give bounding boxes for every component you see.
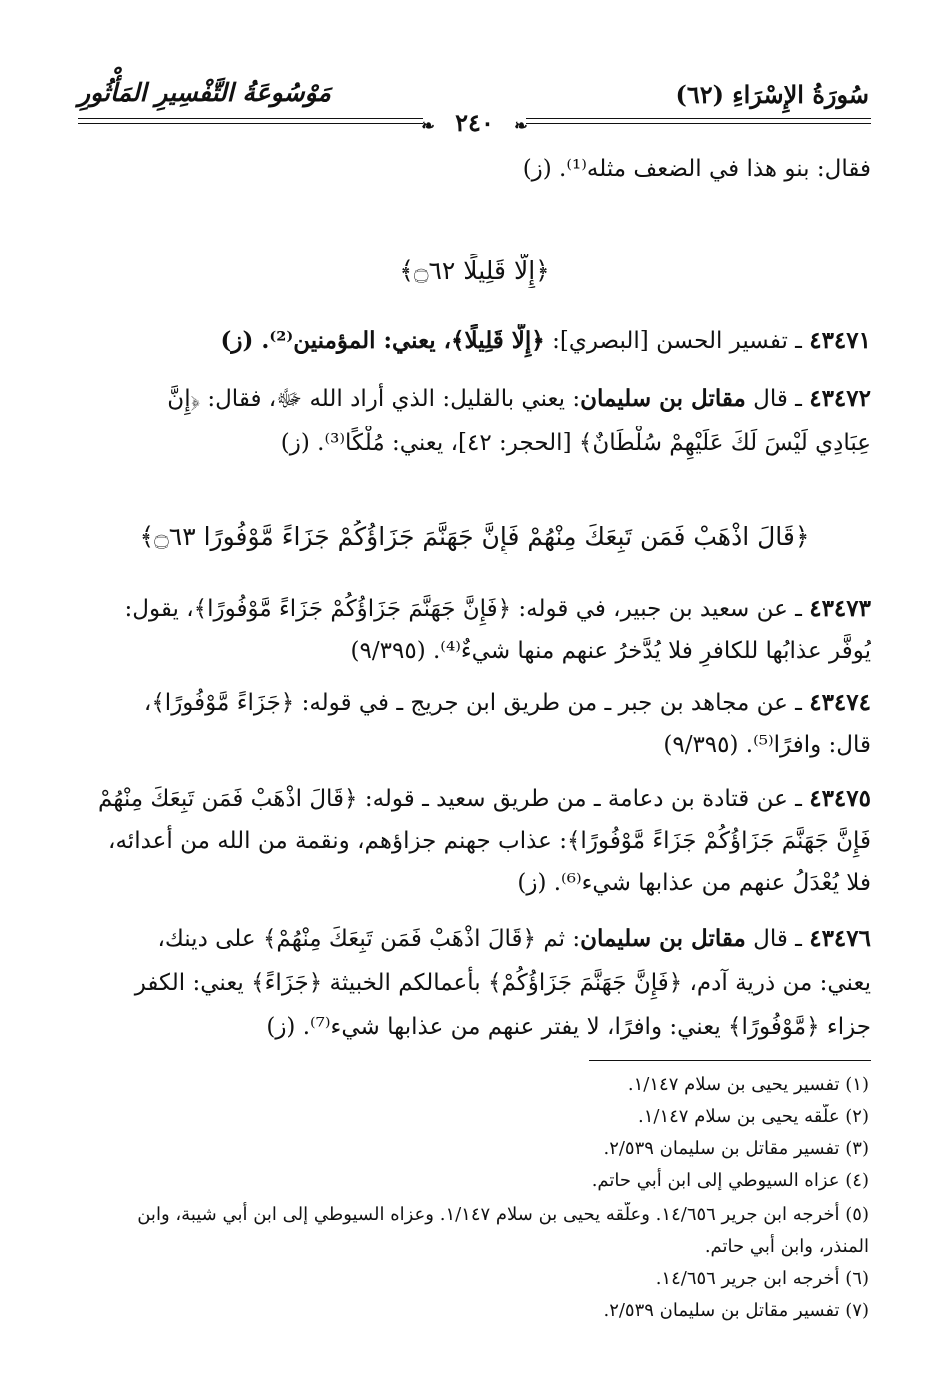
entry-number: ٤٣٤٧١ xyxy=(809,327,871,354)
entry-number: ٤٣٤٧٣ xyxy=(809,595,871,622)
paragraph-43472 xyxy=(78,382,871,416)
text-line: جزاء ﴿مَّوْفُورًا﴾ يعني: وافرًا، لا يفتر عنهم من عذابها شيء⁽⁷⁾. (ز) xyxy=(266,1014,871,1040)
footnote-separator xyxy=(589,1060,871,1061)
footnote-6: (٦) أخرجه ابن جرير ١٤/٦٥٦. xyxy=(655,1268,869,1289)
footnote-4: (٤) عزاه السيوطي إلى ابن أبي حاتم. xyxy=(591,1170,869,1191)
text-line: فلا يُعْدَلُ عنهم من عذابها شيء⁽⁶⁾. (ز) xyxy=(517,870,871,896)
paragraph-43471 xyxy=(78,324,871,358)
text-run: ـ عن قتادة بن دعامة ـ من طريق سعيد ـ قوله: ﴿قَالَ اذْهَبْ فَمَن تَبِعَكَ مِنْهُمْ xyxy=(97,786,810,812)
text-line: يُوفَّر عذابُها للكافرِ فلا يُدَّخرُ عنهم منها شيءٌ⁽⁴⁾. (٩/٣٩٥) xyxy=(350,638,871,664)
paragraph-43475 xyxy=(78,782,871,816)
text-line: يعني: من ذرية آدم، ﴿فَإِنَّ جَهَنَّمَ جَزَاؤُكُمْ﴾ بأعمالكم الخبيثة ﴿جَزَاءً﴾ يعني: الكفر xyxy=(134,970,871,996)
text-run: ﴿إِلَّا قَلِيلًا﴾، يعني: المؤمنين⁽²⁾. (ز) xyxy=(220,327,545,354)
text-run: : ثم ﴿قَالَ اذْهَبْ فَمَن تَبِعَكَ مِنْهُمْ﴾ على دينك، xyxy=(157,926,581,952)
page-number-block xyxy=(0,108,949,137)
entry-number: ٤٣٤٧٦ xyxy=(809,925,871,952)
footnote-3: (٣) تفسير مقاتل بن سليمان ٢/٥٣٩. xyxy=(603,1138,869,1159)
text-run: ـ عن مجاهد بن جبر ـ من طريق ابن جريج ـ في قوله: ﴿جَزَاءً مَّوْفُورًا﴾، xyxy=(143,690,810,716)
footnote-2: (٢) علَّقه يحيى بن سلام ١/١٤٧. xyxy=(637,1106,869,1127)
quran-verse-heading: ﴿إِلَّا قَلِيلًا ۝٦٢﴾ xyxy=(399,256,550,285)
text-run: ـ قال xyxy=(745,926,810,952)
narrator-name: مقاتل بن سليمان xyxy=(580,925,746,952)
footnote-5: (٥) أخرجه ابن جرير ١٤/٦٥٦. وعلَّقه يحيى بن سلام ١/١٤٧. وعزاه السيوطي إلى ابن أبي شيبة، وابن xyxy=(137,1204,869,1225)
quran-verse-heading: ﴿قَالَ اذْهَبْ فَمَن تَبِعَكَ مِنْهُمْ فَإِنَّ جَهَنَّمَ جَزَاؤُكُمْ جَزَاءً مَّوْفُورًا ۝٦٣﴾ xyxy=(139,522,810,551)
text-run: ـ عن سعيد بن جبير، في قوله: ﴿فَإِنَّ جَهَنَّمَ جَزَاؤُكُمْ جَزَاءً مَّوْفُورًا﴾، يقول: xyxy=(124,596,810,622)
text-run: ـ تفسير الحسن [البصري]: xyxy=(544,328,810,354)
entry-number: ٤٣٤٧٤ xyxy=(809,689,871,716)
ornament-left-icon: ❧ xyxy=(421,116,435,135)
page-number: ٢٤٠ xyxy=(455,108,494,137)
paragraph-43476 xyxy=(78,922,871,956)
footnote-1: (١) تفسير يحيى بن سلام ١/١٤٧. xyxy=(627,1074,869,1095)
text-run: : يعني بالقليل: الذي أراد الله ﷻ، فقال: ﴿إِنَّ xyxy=(167,386,581,412)
paragraph-43474 xyxy=(78,686,871,720)
text-line: قال: وافرًا⁽⁵⁾. (٩/٣٩٥) xyxy=(663,732,871,758)
text-run: ـ قال xyxy=(745,386,810,412)
entry-number: ٤٣٤٧٢ xyxy=(809,385,871,412)
book-title-running-head: مَوْسُوعَةُ التَّفْسِيرِ المَأْثُورِ xyxy=(78,78,331,107)
narrator-name: مقاتل بن سليمان xyxy=(580,385,746,412)
footnote-7: (٧) تفسير مقاتل بن سليمان ٢/٥٣٩. xyxy=(603,1300,869,1321)
text-line: فقال: بنو هذا في الضعف مثله⁽¹⁾. (ز) xyxy=(522,156,871,182)
paragraph-43473 xyxy=(78,592,871,626)
ornament-right-icon: ❧ xyxy=(514,116,528,135)
entry-number: ٤٣٤٧٥ xyxy=(809,785,871,812)
footnote-5-continued: المنذر، وابن أبي حاتم. xyxy=(704,1236,869,1257)
text-line: فَإِنَّ جَهَنَّمَ جَزَاؤُكُمْ جَزَاءً مَّوْفُورًا﴾: عذاب جهنم جزاؤهم، ونقمة من الله من أعدائه، xyxy=(108,828,871,854)
text-line: عِبَادِي لَيْسَ لَكَ عَلَيْهِمْ سُلْطَانٌ﴾ [الحجر: ٤٢]، يعني: مُلْكًا⁽³⁾. (ز) xyxy=(280,430,871,456)
surah-running-head: سُورَةُ الإِسْرَاءِ (٦٢) xyxy=(675,80,869,109)
